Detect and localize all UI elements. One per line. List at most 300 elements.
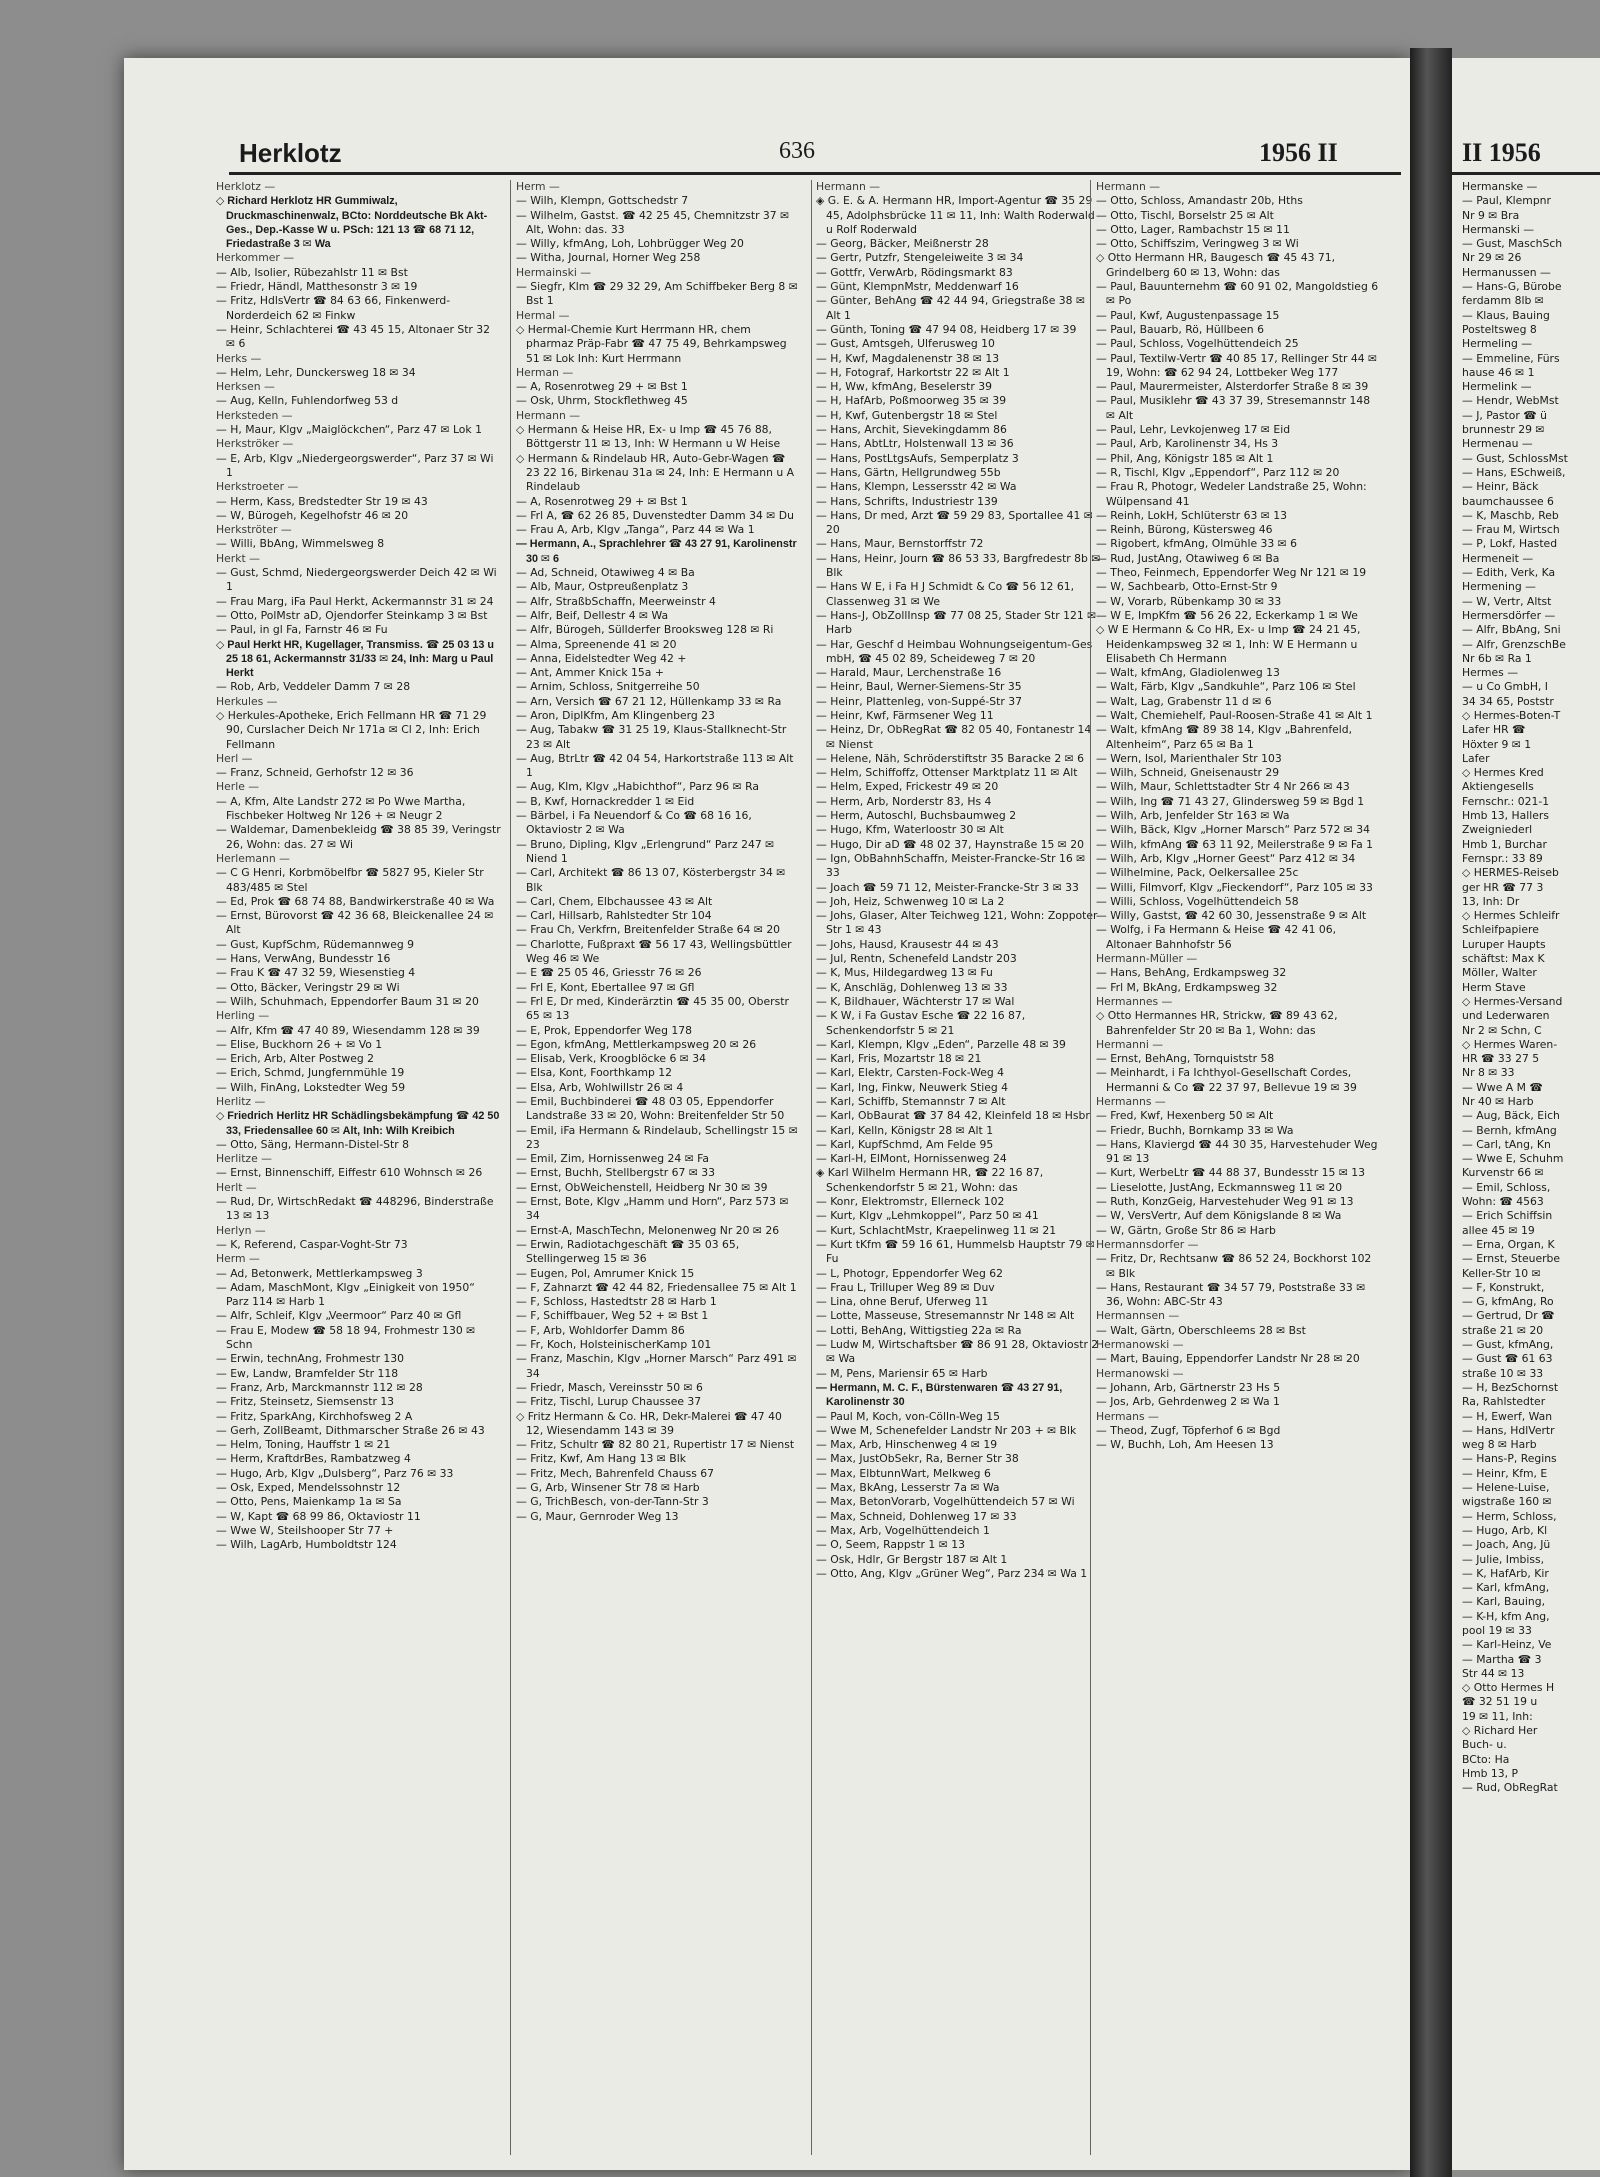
surname-heading: Hermanowski — [1096, 1366, 1184, 1380]
directory-entry: — Fritz, Schultr ☎ 82 80 21, Rupertistr 17 ✉ Nienst [516, 1438, 795, 1452]
directory-entry: — Willi, BbAng, Wimmelsweg 8 [216, 537, 385, 551]
facing-page-line: — Heinr, Bäck [1462, 480, 1539, 494]
facing-page-line: — Herm, Schloss, [1462, 1509, 1557, 1523]
surname-heading: Herm — [216, 1252, 260, 1266]
directory-entry: — Franz, Schneid, Gerhofstr 12 ✉ 36 [216, 766, 414, 780]
facing-page-line: — F, Konstrukt, [1462, 1280, 1545, 1294]
facing-page-line: ◇ Hermes Schleifr [1462, 909, 1560, 923]
directory-entry: — Wolfg, i Fa Hermann & Heise ☎ 42 41 06, Altonaer Bahnhofstr 56 [1096, 923, 1337, 951]
directory-entry: — Frl M, BkAng, Erdkampsweg 32 [1096, 980, 1278, 994]
facing-page-line: ☎ 32 51 19 u [1462, 1695, 1538, 1709]
directory-entry: ◇ Herkules-Apotheke, Erich Fellmann HR ☎ 71 29 90, Curslacher Deich Nr 171a ✉ Cl 2, Inh: Erich Fellmann [216, 708, 487, 751]
directory-entry: — Wilh, Schneid, Gneisenaustr 29 [1096, 766, 1280, 780]
directory-entry: — Max, Arb, Vogelhüttendeich 1 [816, 1523, 990, 1537]
directory-entry: — Otto, Tischl, Borselstr 25 ✉ Alt [1096, 208, 1274, 222]
surname-heading: Herlitz — [216, 1095, 266, 1108]
facing-page-line: Hermanussen — [1462, 265, 1551, 279]
directory-entry: — Hugo, Dir aD ☎ 48 02 37, Haynstraße 15 ✉ 20 [816, 837, 1085, 851]
directory-entry: — Max, Schneid, Dohlenweg 17 ✉ 33 [816, 1509, 1017, 1523]
surname-heading: Hermann — [816, 180, 881, 193]
directory-entry: — K, Anschläg, Dohlenweg 13 ✉ 33 [816, 980, 1008, 994]
directory-entry: ◇ Hermal-Chemie Kurt Herrmann HR, chem pharmaz Präp-Fabr ☎ 47 75 49, Behrkampsweg 51 ✉ Lok Inh: Kurt Herrmann [516, 322, 787, 365]
facing-page-line: Hermeling — [1462, 337, 1533, 351]
directory-entry: — K, Mus, Hildegardweg 13 ✉ Fu [816, 966, 993, 980]
directory-entry: — Fritz, Mech, Bahrenfeld Chauss 67 [516, 1466, 715, 1480]
directory-entry: — Wern, Isol, Marienthaler Str 103 [1096, 751, 1282, 765]
facing-page-line: — Karl, Bauing, [1462, 1595, 1546, 1609]
directory-entry: — Willi, Filmvorf, Klgv „Fieckendorf“, Parz 105 ✉ 33 [1096, 880, 1373, 894]
facing-page-line: Keller-Str 10 ✉ [1462, 1266, 1541, 1280]
directory-entry: — Herm, Kass, Bredstedter Str 19 ✉ 43 [216, 494, 428, 508]
directory-entry: — Witha, Journal, Horner Weg 258 [516, 251, 701, 265]
directory-entry: — Bruno, Dipling, Klgv „Erlengrund“ Parz 247 ✉ Niend 1 [516, 837, 775, 865]
facing-page-line: — Paul, Klempnr [1462, 194, 1551, 208]
directory-entry: — H, Kwf, Magdalenenstr 38 ✉ 13 [816, 351, 1000, 365]
surname-heading: Herm — [516, 180, 560, 193]
directory-entry: — Georg, Bäcker, Meißnerstr 28 [816, 237, 989, 251]
directory-entry: — G, Maur, Gernroder Weg 13 [516, 1509, 679, 1523]
directory-entry: — Hans, Archit, Sievekingdamm 86 [816, 423, 1007, 437]
directory-entry: — C G Henri, Korbmöbelfbr ☎ 5827 95, Kieler Str 483/485 ✉ Stel [216, 866, 484, 894]
directory-entry: — Erwin, Radiotachgeschäft ☎ 35 03 65, Stellingerweg 15 ✉ 36 [516, 1237, 740, 1266]
facing-page-line: Aktiengesells [1462, 780, 1534, 794]
directory-entry: — W, Vorarb, Rübenkamp 30 ✉ 33 [1096, 594, 1282, 608]
directory-entry: — Gust, Amtsgeh, Ulferusweg 10 [816, 337, 995, 351]
directory-entry: — Alfr, Bürogeh, Süllderfer Brooksweg 128 ✉ Ri [516, 623, 774, 637]
surname-heading: Herkströker — [216, 437, 294, 451]
directory-entry: — Frau E, Modew ☎ 58 18 94, Frohmestr 130 ✉ Schn [216, 1323, 476, 1352]
surname-heading: Herkstroeter — [216, 480, 299, 494]
directory-entry: — Arn, Versich ☎ 67 21 12, Hüllenkamp 33 ✉ Ra [516, 694, 782, 708]
surname-heading: Hermannes — [1096, 994, 1173, 1008]
facing-page-line: brunnestr 29 ✉ [1462, 423, 1545, 437]
directory-entry: ◇ Otto Hermannes HR, Strickw, ☎ 89 43 62, Bahrenfelder Str 20 ✉ Ba 1, Wohn: das [1096, 1009, 1338, 1037]
directory-entry: — Walt, Färb, Klgv „Sandkuhle“, Parz 106 ✉ Stel [1096, 680, 1356, 694]
running-head-name: Herklotz [239, 138, 342, 168]
facing-page-line: BCto: Ha [1462, 1752, 1510, 1766]
directory-entry: — Aron, DiplKfm, Am Klingenberg 23 [516, 708, 715, 722]
directory-entry: — Kurt, WerbeLtr ☎ 44 88 37, Bundesstr 15 ✉ 13 [1096, 1166, 1366, 1180]
directory-entry: — Aug, Klm, Klgv „Habichthof“, Parz 96 ✉ Ra [516, 780, 759, 794]
directory-entry: — Ernst, Bürovorst ☎ 42 36 68, Bleickenallee 24 ✉ Alt [216, 909, 494, 937]
directory-entry: — Charlotte, Fußpraxt ☎ 56 17 43, Wellingsbüttler Weg 46 ✉ We [516, 937, 792, 966]
facing-page-line: — Erich Schiffsin [1462, 1209, 1553, 1223]
directory-entry: — Ad, Schneid, Otawiweg 4 ✉ Ba [516, 566, 695, 580]
directory-entry: — Waldemar, Damenbekleidg ☎ 38 85 39, Veringstr 26, Wohn: das. 27 ✉ Wi [216, 823, 501, 851]
surname-heading: Herkströter — [216, 523, 292, 537]
facing-page-line: allee 45 ✉ 19 [1462, 1223, 1535, 1237]
directory-entry: — Karl, Klempn, Klgv „Eden“, Parzelle 48 ✉ 39 [816, 1037, 1066, 1051]
directory-entry: — Wilh, Klempn, Gottschedstr 7 [516, 194, 689, 208]
directory-entry: — Hans, Maur, Bernstorffstr 72 [816, 537, 984, 551]
directory-entry: — Gust, KupfSchm, Rüdemannweg 9 [216, 937, 415, 951]
facing-page-line: ◇ Hermes-Versand [1462, 994, 1563, 1008]
facing-page-line: — Gust, kfmAng, [1462, 1338, 1554, 1352]
surname-heading: Herks — [216, 351, 262, 365]
directory-entry: — Wilh, LagArb, Humboldtstr 124 [216, 1538, 397, 1552]
directory-entry: — E ☎ 25 05 46, Griesstr 76 ✉ 26 [516, 966, 702, 980]
column-divider [510, 180, 511, 2155]
directory-entry: — Wilh, Maur, Schlettstadter Str 4 Nr 266 ✉ 43 [1096, 780, 1350, 794]
directory-entry: — W, Buchh, Loh, Am Heesen 13 [1096, 1438, 1274, 1452]
directory-entry: — Frau K ☎ 47 32 59, Wiesenstieg 4 [216, 966, 416, 980]
directory-entry: ◇ Otto Hermann HR, Baugesch ☎ 45 43 71, Grindelberg 60 ✉ 13, Wohn: das [1096, 251, 1336, 279]
directory-entry: — Alma, Spreenende 41 ✉ 20 [516, 637, 677, 651]
directory-entry: — Gertr, Putzfr, Stengeleiweite 3 ✉ 34 [816, 251, 1024, 265]
directory-entry: — Helm, Exped, Frickestr 49 ✉ 20 [816, 780, 999, 794]
directory-entry: — Erich, Arb, Alter Postweg 2 [216, 1052, 375, 1066]
surname-heading: Herlt — [216, 1180, 257, 1194]
facing-column [1462, 180, 1600, 2170]
facing-page-line: wigstraße 160 ✉ [1462, 1495, 1552, 1509]
directory-entry: — H, Maur, Klgv „Maiglöckchen“, Parz 47 ✉ Lok 1 [216, 423, 482, 437]
facing-page-line: Schleifpapiere [1462, 923, 1539, 937]
surname-heading: Hermainski — [516, 265, 592, 279]
directory-entry: — Lieselotte, JustAng, Eckmannsweg 11 ✉ 20 [1096, 1180, 1343, 1194]
directory-entry: — Paul M, Koch, von-Cölln-Weg 15 [816, 1409, 1001, 1423]
directory-entry: — H, Ww, kfmAng, Beselerstr 39 [816, 380, 992, 394]
directory-entry: — F, Schiffbauer, Weg 52 + ✉ Bst 1 [516, 1309, 709, 1323]
facing-page-line: — Frau M, Wirtsch [1462, 523, 1560, 537]
directory-entry: — Max, JustObSekr, Ra, Berner Str 38 [816, 1452, 1019, 1466]
directory-entry: — Wilh, FinAng, Lokstedter Weg 59 [216, 1080, 406, 1094]
directory-entry: — Paul, Maurermeister, Alsterdorfer Straße 8 ✉ 39 [1096, 380, 1369, 394]
directory-entry: — Fritz, Kwf, Am Hang 13 ✉ Blk [516, 1452, 686, 1466]
directory-entry: — Walt, Chemiehelf, Paul-Roosen-Straße 41 ✉ Alt 1 [1096, 708, 1373, 722]
directory-entry: — Fr, Koch, HolsteinischerKamp 101 [516, 1338, 712, 1352]
facing-page-line: ◇ Hermes-Boten-T [1462, 708, 1561, 722]
directory-entry: — Alb, Isolier, Rübezahlstr 11 ✉ Bst [216, 265, 408, 279]
directory-entry: — Karl, Elektr, Carsten-Fock-Weg 4 [816, 1066, 1005, 1080]
directory-entry: — Alb, Maur, Ostpreußenplatz 3 [516, 580, 689, 594]
directory-entry: — Ign, ObBahnhSchaffn, Meister-Francke-Str 16 ✉ 33 [816, 851, 1086, 880]
surname-heading: Hermanns — [1096, 1095, 1166, 1108]
facing-page-line: — Edith, Verk, Ka [1462, 566, 1556, 580]
surname-heading: Hermanni — [1096, 1037, 1164, 1051]
directory-entry: ◇ Friedrich Herlitz HR Schädlingsbekämpfung ☎ 42 50 33, Friedensallee 60 ✉ Alt, Inh: Wilh Kreibich [216, 1110, 500, 1137]
surname-heading: Herl — [216, 751, 253, 765]
directory-entry: — Johann, Arb, Gärtnerstr 23 Hs 5 [1096, 1380, 1281, 1394]
directory-entry: — Harald, Maur, Lerchenstraße 16 [816, 666, 1002, 680]
directory-entry: — Hans, Klempn, Lessersstr 42 ✉ Wa [816, 480, 1017, 494]
directory-entry: — A, Rosenrotweg 29 + ✉ Bst 1 [516, 380, 688, 394]
directory-entry: — Herm, Arb, Norderstr 83, Hs 4 [816, 794, 992, 808]
directory-entry: — Ernst, Bote, Klgv „Hamm und Horn“, Parz 573 ✉ 34 [516, 1195, 789, 1223]
facing-page-line: — Hans, ESchweiß, [1462, 465, 1566, 479]
directory-entry: — Ernst-A, MaschTechn, Melonenweg Nr 20 ✉ 26 [516, 1223, 780, 1237]
directory-entry: ◈ Karl Wilhelm Hermann HR, ☎ 22 16 87, Schenkendorfstr 5 ✉ 21, Wohn: das [816, 1166, 1044, 1194]
directory-entry: — Kurt, SchlachtMstr, Kraepelinweg 11 ✉ 21 [816, 1223, 1057, 1237]
directory-entry: — Elisab, Verk, Kroogblöcke 6 ✉ 34 [516, 1052, 706, 1066]
directory-entry: — Hermann, A., Sprachlehrer ☎ 43 27 91, Karolinenstr 30 ✉ 6 [516, 538, 797, 565]
facing-page-line: Hermenau — [1462, 437, 1533, 451]
directory-entry: — Alfr, Kfm ☎ 47 40 89, Wiesendamm 128 ✉ 39 [216, 1023, 480, 1037]
facing-page-line: Lafer HR ☎ [1462, 723, 1526, 737]
directory-entry: — W, Kapt ☎ 68 99 86, Oktaviostr 11 [216, 1509, 421, 1523]
facing-page-line: — K-H, kfm Ang, [1462, 1609, 1550, 1623]
directory-entry: — Ruth, KonzGeig, Harvestehuder Weg 91 ✉ 13 [1096, 1195, 1354, 1209]
directory-entry: — Frl E, Kont, Ebertallee 97 ✉ Gfl [516, 980, 695, 994]
directory-entry: — Günth, Toning ☎ 47 94 08, Heidberg 17 ✉ 39 [816, 322, 1077, 336]
facing-page-line: Möller, Walter [1462, 966, 1537, 980]
directory-entry: — Hans-J, ObZollInsp ☎ 77 08 25, Stader Str 121 ✉ Harb [816, 608, 1097, 637]
facing-page-line: — Gust, SchlossMst [1462, 451, 1568, 465]
facing-page-line: Nr 40 ✉ Harb [1462, 1095, 1534, 1108]
directory-entry: — Wilh, kfmAng ☎ 63 11 92, Meilerstraße 9 ✉ Fa 1 [1096, 837, 1374, 851]
directory-entry: — Kurt tKfm ☎ 59 16 61, Hummelsb Hauptstr 79 ✉ Fu [816, 1237, 1095, 1266]
directory-entry: — Lina, ohne Beruf, Uferweg 11 [816, 1295, 989, 1309]
directory-entry: — Ludw M, Wirtschaftsber ☎ 86 91 28, Oktaviostr 2 ✉ Wa [816, 1338, 1099, 1366]
directory-entry: — Gust, Schmd, Niedergeorgswerder Deich 42 ✉ Wi 1 [216, 566, 497, 594]
facing-page-line: — K, HafArb, Kir [1462, 1566, 1549, 1580]
directory-entry: — Emil, iFa Hermann & Rindelaub, Schellingstr 15 ✉ 23 [516, 1123, 798, 1151]
directory-entry: — Osk, Hdlr, Gr Bergstr 187 ✉ Alt 1 [816, 1552, 1008, 1566]
directory-entry: — Anna, Eidelstedter Weg 42 + [516, 651, 687, 665]
directory-entry: — Reinh, LokH, Schlüterstr 63 ✉ 13 [1096, 508, 1288, 522]
facing-page-line: — K, Maschb, Reb [1462, 508, 1559, 522]
book-gutter [1410, 48, 1452, 2177]
directory-entry: — Ernst, Binnenschiff, Eiffestr 610 Wohnsch ✉ 26 [216, 1166, 483, 1180]
directory-entry: — Bärbel, i Fa Neuendorf & Co ☎ 68 16 16, Oktaviostr 2 ✉ Wa [516, 809, 752, 837]
directory-entry: — Hermann, M. C. F., Bürstenwaren ☎ 43 27 91, Karolinenstr 30 [816, 1381, 1063, 1409]
surname-heading: Hermann — [516, 408, 581, 422]
facing-page-line: Str 44 ✉ 13 [1462, 1666, 1525, 1680]
directory-page [124, 58, 1410, 2170]
directory-entry: — Fritz, Tischl, Lurup Chaussee 37 [516, 1395, 702, 1409]
directory-entry: — Willy, kfmAng, Loh, Lohbrügger Weg 20 [516, 237, 744, 251]
facing-page-line: — Helene-Luise, [1462, 1481, 1550, 1495]
facing-page-line: ◇ Richard Her [1462, 1724, 1538, 1738]
directory-entry: — W, VersVertr, Auf dem Königslande 8 ✉ Wa [1096, 1209, 1342, 1223]
directory-entry: — Helene, Näh, Schröderstiftstr 35 Baracke 2 ✉ 6 [816, 751, 1084, 765]
directory-entry: — Hans W E, i Fa H J Schmidt & Co ☎ 56 12 61, Classenweg 31 ✉ We [816, 580, 1075, 608]
facing-page-line: 34 34 65, Poststr [1462, 694, 1554, 708]
directory-entry: — Fritz, Dr, Rechtsanw ☎ 86 52 24, Bockhorst 102 ✉ Blk [1096, 1252, 1372, 1280]
directory-entry: — Karl, Kelln, Königstr 28 ✉ Alt 1 [816, 1123, 994, 1137]
directory-entry: — Heinr, Baul, Werner-Siemens-Str 35 [816, 680, 1022, 694]
column-divider [1090, 180, 1091, 2155]
facing-page-line: — Erna, Organ, K [1462, 1237, 1555, 1251]
facing-page-line: ger HR ☎ 77 3 [1462, 880, 1544, 894]
facing-page-line: Hermeneit — [1462, 551, 1534, 565]
directory-entry: — Heinr, Plattenleg, von-Suppé-Str 37 [816, 694, 1022, 708]
facing-page-line: — Aug, Bäck, Eich [1462, 1109, 1560, 1123]
directory-entry: — Hans, AbtLtr, Holstenwall 13 ✉ 36 [816, 437, 1014, 451]
directory-entry: — Paul, Bauarb, Rö, Hüllbeen 6 [1096, 322, 1264, 336]
surname-heading: Herling — [216, 1009, 270, 1023]
directory-entry: — Hans, PostLtgsAufs, Semperplatz 3 [816, 451, 1019, 465]
facing-page-line: Hermanski — [1462, 222, 1535, 236]
directory-entry: — Wilhelmine, Pack, Oelkersallee 25c [1096, 866, 1299, 880]
directory-entry: — Karl, ObBaurat ☎ 37 84 42, Kleinfeld 18 ✉ Hsbr [816, 1109, 1090, 1123]
directory-entry: — Helm, Lehr, Dunckersweg 18 ✉ 34 [216, 365, 416, 379]
page-number: 636 [779, 138, 815, 164]
directory-entry: — Siegfr, Klm ☎ 29 32 29, Am Schiffbeker Berg 8 ✉ Bst 1 [516, 280, 798, 308]
directory-entry: — Wilh, Bäck, Klgv „Horner Marsch“ Parz 572 ✉ 34 [1096, 823, 1370, 837]
directory-entry: ◇ Fritz Hermann & Co. HR, Dekr-Malerei ☎ 47 40 12, Wiesendamm 143 ✉ 39 [516, 1409, 782, 1437]
directory-entry: — Hugo, Arb, Klgv „Dulsberg“, Parz 76 ✉ 33 [216, 1466, 454, 1480]
surname-heading: Herlyn — [216, 1223, 266, 1237]
directory-entry: — Karl, Fris, Mozartstr 18 ✉ 21 [816, 1052, 982, 1066]
directory-entry: — K W, i Fa Gustav Esche ☎ 22 16 87, Schenkendorfstr 5 ✉ 21 [816, 1009, 1026, 1037]
facing-page-line: — Gust, MaschSch [1462, 237, 1563, 251]
directory-entry: — Frau A, Arb, Klgv „Tanga“, Parz 44 ✉ Wa 1 [516, 523, 755, 537]
directory-entry: — Karl, Ing, Finkw, Neuwerk Stieg 4 [816, 1080, 1009, 1094]
directory-entry: — Paul, in gl Fa, Farnstr 46 ✉ Fu [216, 623, 388, 637]
directory-entry: ◈ G. E. & A. Hermann HR, Import-Agentur ☎ 35 29 45, Adolphsbrücke 11 ✉ 11, Inh: Walth Roderwald u Rolf Roderwald [816, 194, 1095, 236]
directory-entry: — K, Referend, Caspar-Voght-Str 73 [216, 1237, 408, 1251]
directory-entry: — Theod, Zugf, Töpferhof 6 ✉ Bgd [1096, 1423, 1281, 1437]
facing-page-line: — H, Ewerf, Wan [1462, 1409, 1553, 1423]
directory-entry: — Walt, kfmAng, Gladiolenweg 13 [1096, 666, 1280, 680]
facing-page-line: Hermersdörfer — [1462, 608, 1556, 622]
surname-heading: Herman — [516, 365, 574, 379]
directory-entry: — Erich, Schmd, Jungfernmühle 19 [216, 1066, 405, 1080]
directory-entry: — Max, BetonVorarb, Vogelhüttendeich 57 ✉ Wi [816, 1495, 1075, 1509]
directory-entry: — Otto, Bäcker, Veringstr 29 ✉ Wi [216, 980, 400, 994]
directory-entry: — Helm, Schiffoffz, Ottenser Marktplatz 11 ✉ Alt [816, 766, 1078, 780]
directory-entry: — Gottfr, VerwArb, Rödingsmarkt 83 [816, 265, 1013, 279]
facing-page-line: Lafer [1462, 751, 1490, 765]
surname-heading: Herksteden — [216, 408, 293, 422]
directory-entry: — Otto, Pens, Maienkamp 1a ✉ Sa [216, 1495, 402, 1509]
facing-page-line: straße 10 ✉ 33 [1462, 1366, 1544, 1380]
facing-page-line: ◇ Hermes Waren- [1462, 1037, 1558, 1051]
facing-page-line: schäftst: Max K [1462, 952, 1545, 966]
surname-heading: Herkt — [216, 551, 260, 565]
directory-entry: — Hans, Dr med, Arzt ☎ 59 29 83, Sportallee 41 ✉ 20 [816, 508, 1093, 537]
facing-page-line: — Klaus, Bauing [1462, 308, 1550, 322]
directory-entry: — W, Bürogeh, Kegelhofstr 46 ✉ 20 [216, 508, 409, 522]
directory-entry: — H, HafArb, Poßmoorweg 35 ✉ 39 [816, 394, 1007, 408]
directory-entry: — Adam, MaschMont, Klgv „Einigkeit von 1950“ Parz 114 ✉ Harb 1 [216, 1280, 475, 1309]
facing-page-line: — Heinr, Kfm, E [1462, 1466, 1548, 1480]
surname-heading: Herksen — [216, 380, 275, 394]
facing-page-line: Hermelink — [1462, 380, 1532, 394]
directory-entry: — Otto, Säng, Hermann-Distel-Str 8 [216, 1137, 409, 1151]
surname-heading: Hermann-Müller — [1096, 952, 1198, 966]
directory-entry: — Heinr, Schlachterei ☎ 43 45 15, Altonaer Str 32 ✉ 6 [216, 322, 491, 351]
directory-entry: — W E, ImpKfm ☎ 56 26 22, Eckerkamp 1 ✉ We [1096, 608, 1358, 622]
directory-entry: — Otto, Lager, Rambachstr 15 ✉ 11 [1096, 222, 1290, 236]
facing-page-line: Nr 29 ✉ 26 [1462, 251, 1522, 265]
directory-entry: — F, Schloss, Hastedtstr 28 ✉ Harb 1 [516, 1295, 717, 1309]
directory-entry: — Frau L, Trilluper Weg 89 ✉ Duv [816, 1280, 995, 1294]
directory-entry: — Otto, Schloss, Amandastr 20b, Hths [1096, 194, 1303, 208]
directory-entry: — G, TrichBesch, von-der-Tann-Str 3 [516, 1495, 709, 1509]
facing-page-line: Fernspr.: 33 89 [1462, 851, 1543, 865]
facing-page-line: — Hendr, WebMst [1462, 394, 1559, 408]
directory-entry: — Elsa, Arb, Wohlwillstr 26 ✉ 4 [516, 1080, 684, 1094]
facing-page-line: — Gertrud, Dr ☎ [1462, 1309, 1555, 1323]
facing-page-line: und Lederwaren [1462, 1009, 1550, 1023]
directory-entry: — Paul, Musiklehr ☎ 43 37 39, Stresemannstr 148 ✉ Alt [1096, 394, 1371, 422]
directory-entry: — Max, BkAng, Lesserstr 7a ✉ Wa [816, 1481, 1000, 1495]
directory-entry: — Wwe W, Steilshooper Str 77 + [216, 1523, 394, 1537]
facing-page-line: Nr 8 ✉ 33 [1462, 1066, 1515, 1080]
facing-page [1452, 58, 1600, 2170]
facing-page-line: Hmb 13, Hallers [1462, 809, 1549, 823]
facing-page-line: Zweigniederl [1462, 823, 1533, 837]
directory-entry: — Osk, Exped, Mendelssohnstr 12 [216, 1481, 401, 1495]
facing-page-line: Ra, Rahlstedter [1462, 1395, 1546, 1409]
directory-entry: — G, Arb, Winsener Str 78 ✉ Harb [516, 1481, 700, 1495]
directory-entry: — Meinhardt, i Fa Ichthyol-Gesellschaft Cordes, Hermanni & Co ☎ 22 37 97, Bellevue 19 ✉ 39 [1096, 1066, 1357, 1094]
surname-heading: Hermans — [1096, 1409, 1159, 1423]
surname-heading: Hermannsdorfer — [1096, 1237, 1199, 1251]
directory-entry: — Heinr, Kwf, Färmsener Weg 11 [816, 708, 994, 722]
facing-page-line: Hermanske — [1462, 180, 1538, 193]
directory-entry: — Wilhelm, Gastst. ☎ 42 25 45, Chemnitzstr 37 ✉ Alt, Wohn: das. 33 [516, 208, 790, 236]
directory-entry: — Herm, Autoschl, Buchsbaumweg 2 [816, 809, 1017, 823]
facing-page-line: Hermening — [1462, 580, 1536, 594]
directory-entry: — Paul, Arb, Karolinenstr 34, Hs 3 [1096, 437, 1279, 451]
directory-entry: — Fred, Kwf, Hexenberg 50 ✉ Alt [1096, 1109, 1274, 1123]
directory-entry: — Fritz, Steinsetz, Siemsenstr 13 [216, 1395, 395, 1409]
directory-entry: — Wilh, Arb, Klgv „Horner Geest“ Parz 412 ✉ 34 [1096, 851, 1356, 865]
facing-page-line: Hmb 1, Burchar [1462, 837, 1547, 851]
column-4 [1096, 180, 1381, 2170]
column-3 [816, 180, 1101, 2170]
directory-entry: — Frau Ch, Verkfrn, Breitenfelder Straße 64 ✉ 20 [516, 923, 781, 937]
directory-entry: — Mart, Bauing, Eppendorfer Landstr Nr 28 ✉ 20 [1096, 1352, 1360, 1366]
directory-entry: — Konr, Elektromstr, Ellerneck 102 [816, 1195, 1005, 1209]
directory-entry: ◇ Hermann & Heise HR, Ex- u Imp ☎ 45 76 88, Böttgerstr 11 ✉ 13, Inh: W Hermann u W Heise [516, 423, 781, 451]
facing-page-line: — Karl-Heinz, Ve [1462, 1638, 1552, 1652]
facing-page-line: Herm Stave [1462, 980, 1526, 994]
directory-entry: — Frl A, ☎ 62 26 85, Duvenstedter Damm 34 ✉ Du [516, 508, 794, 522]
running-head-year: 1956 II [1259, 138, 1338, 167]
directory-entry: — Joh, Heiz, Schwenweg 10 ✉ La 2 [816, 894, 1005, 908]
directory-entry: — Johs, Glaser, Alter Teichweg 121, Wohn: Zoppoter Str 1 ✉ 43 [816, 909, 1098, 937]
directory-entry: — Hans, Gärtn, Hellgrundweg 55b [816, 465, 1001, 479]
directory-entry: — Reinh, Bürong, Küstersweg 46 [1096, 523, 1273, 537]
directory-entry: — Carl, Architekt ☎ 86 13 07, Kösterbergstr 34 ✉ Blk [516, 866, 786, 894]
directory-entry: — Max, Arb, Hinschenweg 4 ✉ 19 [816, 1438, 998, 1452]
directory-entry: — Johs, Hausd, Krausestr 44 ✉ 43 [816, 937, 999, 951]
directory-entry: — Paul, Bauunternehm ☎ 60 91 02, Mangoldstieg 6 ✉ Po [1096, 280, 1379, 308]
facing-page-line: ◇ Hermes Kred [1462, 766, 1544, 780]
facing-page-line: — Carl, tAng, Kn [1462, 1137, 1551, 1151]
column-1 [216, 180, 501, 2170]
facing-page-line: Wohn: ☎ 4563 [1462, 1195, 1544, 1209]
facing-header-rule [1452, 172, 1600, 175]
directory-entry: — Karl, KupfSchmd, Am Felde 95 [816, 1137, 994, 1151]
column-divider [811, 180, 812, 2155]
facing-page-line: baumchaussee 6 [1462, 494, 1554, 508]
facing-page-line: straße 21 ✉ 20 [1462, 1323, 1544, 1337]
directory-entry: ◇ W E Hermann & Co HR, Ex- u Imp ☎ 24 21 45, Heidenkampsweg 32 ✉ 1, Inh: W E Hermann u Elisabeth Ch Hermann [1096, 623, 1361, 665]
column-2 [516, 180, 801, 2170]
facing-page-line: Buch- u. [1462, 1738, 1507, 1752]
directory-entry: — Karl, Schiffb, Stemannstr 7 ✉ Alt [816, 1095, 1006, 1108]
directory-entry: — Jul, Rentn, Schenefeld Landstr 203 [816, 952, 1017, 966]
directory-entry: — Walt, Lag, Grabenstr 11 d ✉ 6 [1096, 694, 1272, 708]
facing-page-line: Posteltsweg 8 [1462, 322, 1537, 336]
directory-entry: — Ew, Landw, Bramfelder Str 118 [216, 1366, 399, 1380]
directory-entry: — Otto, Schiffszim, Veringweg 3 ✉ Wi [1096, 237, 1299, 251]
surname-heading: Herkommer — [216, 251, 295, 265]
facing-page-line: Nr 9 ✉ Bra [1462, 208, 1520, 222]
directory-entry: — Lotti, BehAng, Wittigstieg 22a ✉ Ra [816, 1323, 1022, 1337]
directory-entry: — Frl E, Dr med, Kinderärztin ☎ 45 35 00, Oberstr 65 ✉ 13 [516, 994, 789, 1023]
facing-page-line: ◇ HERMES-Reiseb [1462, 866, 1559, 880]
directory-entry: — E, Prok, Eppendorfer Weg 178 [516, 1023, 692, 1037]
directory-entry: — Willi, Schloss, Vogelhüttendeich 58 [1096, 894, 1299, 908]
directory-entry: — Frau R, Photogr, Wedeler Landstraße 25, Wohn: Wülpensand 41 [1096, 480, 1367, 508]
facing-page-line: — Hans-P, Regins [1462, 1452, 1557, 1466]
directory-entry: — Paul, Lehr, Levkojenweg 17 ✉ Eid [1096, 423, 1291, 437]
